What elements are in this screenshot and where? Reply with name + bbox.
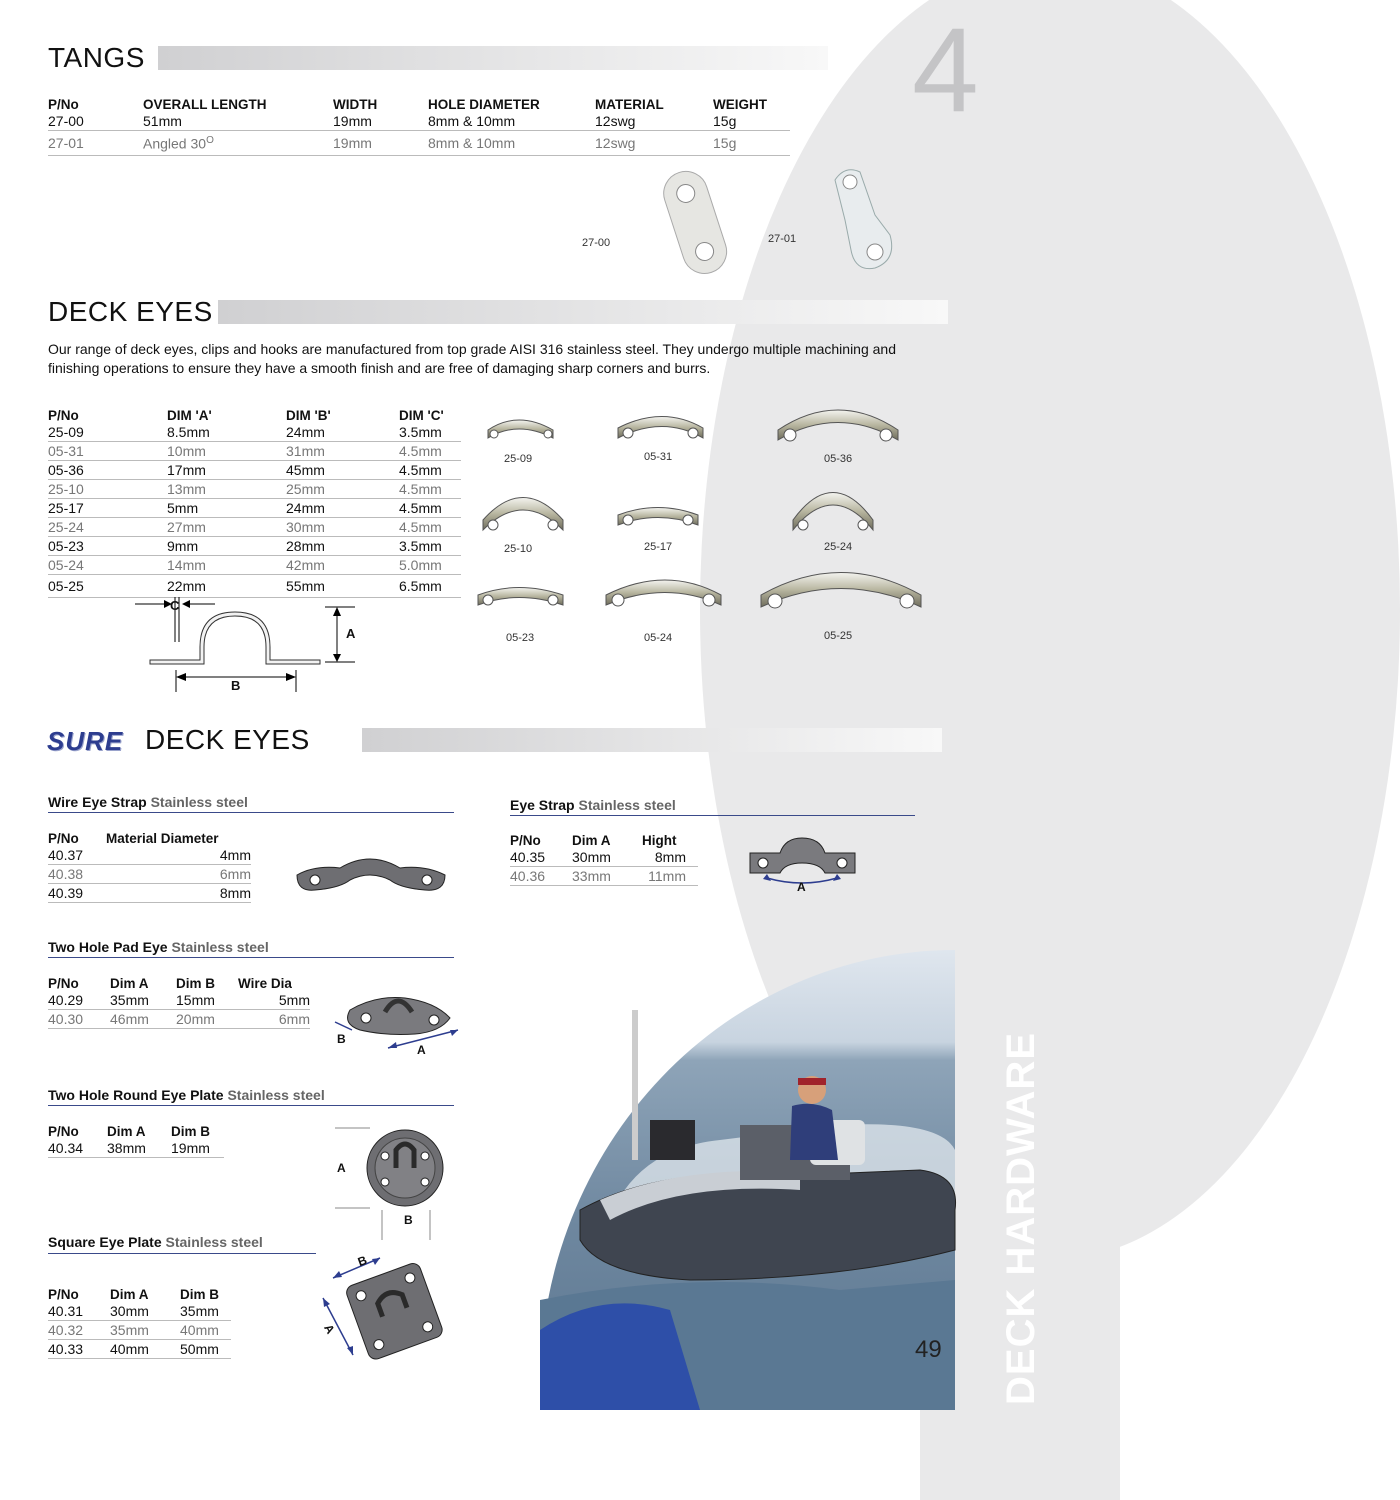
section-title-deck-eyes: DECK EYES	[48, 296, 213, 327]
cell: 25-10	[48, 480, 167, 499]
caption: 27-01	[768, 233, 797, 245]
product-material: Stainless steel	[171, 939, 269, 955]
cell: 4.5mm	[399, 499, 461, 518]
cell: 50mm	[180, 1340, 231, 1359]
dim-label: A	[417, 1043, 426, 1057]
cell: 8mm	[642, 848, 698, 867]
cell: 30mm	[286, 518, 399, 537]
product-name: Square Eye Plate	[48, 1234, 162, 1250]
dim-label: A	[321, 1321, 338, 1337]
cell: 15g	[713, 131, 790, 156]
col-header: OVERALL LENGTH	[143, 97, 267, 112]
cell: 05-36	[48, 461, 167, 480]
cell: 11mm	[642, 867, 698, 886]
col-header: MATERIAL	[595, 97, 664, 112]
boat-illustration	[540, 950, 955, 1410]
cell: 25-24	[48, 518, 167, 537]
col-header: Hight	[642, 833, 677, 848]
tang-27-01-image	[815, 160, 910, 280]
cell: 35mm	[180, 1302, 231, 1321]
cell: 9mm	[167, 537, 286, 556]
round-eye-plate-image	[330, 1120, 460, 1220]
cell: 35mm	[110, 991, 176, 1010]
deck-eye-image	[478, 588, 563, 606]
dim-label: A	[797, 880, 806, 894]
product-name: Two Hole Round Eye Plate	[48, 1087, 224, 1103]
cell: 4.5mm	[399, 461, 461, 480]
cell: 35mm	[110, 1321, 180, 1340]
cell: 5mm	[238, 991, 310, 1010]
cell: 19mm	[171, 1139, 224, 1158]
section-title-tangs: TANGS	[48, 42, 145, 73]
col-header: Dim B	[176, 976, 216, 991]
cell: 12swg	[595, 131, 713, 156]
deck-eye-image	[618, 508, 698, 526]
rib-boat-photo	[540, 950, 955, 1410]
col-header: P/No	[510, 833, 541, 848]
table-row	[48, 131, 790, 156]
cell: 40mm	[180, 1321, 231, 1340]
caption: 27-00	[582, 237, 611, 249]
product-name: Wire Eye Strap	[48, 794, 147, 810]
cell: 6mm	[106, 865, 251, 884]
cell: 8.5mm	[167, 423, 286, 442]
cell: 24mm	[286, 499, 399, 518]
product-name: Two Hole Pad Eye	[48, 939, 168, 955]
cell: 46mm	[110, 1010, 176, 1029]
wire-eye-strap-table	[48, 831, 251, 903]
col-header: Dim B	[180, 1287, 220, 1302]
product-material: Stainless steel	[578, 797, 676, 813]
cell: 15g	[713, 112, 790, 131]
dim-label-c: C	[170, 598, 180, 613]
cell: 25mm	[286, 480, 399, 499]
deck-eyes-table	[48, 408, 461, 598]
deck-eye-image	[793, 493, 873, 531]
dim-label-b: B	[231, 678, 241, 693]
caption: 25-17	[644, 541, 673, 553]
section-bar	[218, 300, 948, 324]
cell: 12swg	[595, 112, 713, 131]
cell: 40.34	[48, 1139, 107, 1158]
cell: 8mm & 10mm	[428, 131, 595, 156]
col-header: HOLE DIAMETER	[428, 97, 540, 112]
cell: 22mm	[167, 575, 286, 598]
cell: 40mm	[110, 1340, 180, 1359]
cell: 15mm	[176, 991, 238, 1010]
cell: 33mm	[572, 867, 642, 886]
cell: 6mm	[238, 1010, 310, 1029]
cell: 40.31	[48, 1302, 110, 1321]
two-hole-pad-eye-image	[330, 990, 465, 1055]
cell: 05-23	[48, 537, 167, 556]
cell: 38mm	[107, 1139, 171, 1158]
page-number: 49	[915, 1336, 942, 1363]
cell: 45mm	[286, 461, 399, 480]
deck-eye-image	[606, 580, 721, 606]
section-bar	[158, 46, 828, 70]
cell: 19mm	[333, 131, 428, 156]
deck-eyes-description: Our range of deck eyes, clips and hooks are manufactured from top grade AISI 316 stainless steel. They undergo multiple machining and finishing operations to ensure they have a smooth finish and are free of damaging sharp corners and burrs.	[48, 341, 897, 376]
tangs-table	[48, 97, 790, 156]
caption: 05-25	[824, 630, 853, 642]
cell: 40.36	[510, 867, 572, 886]
eye-strap-table	[510, 833, 698, 886]
product-material: Stainless steel	[227, 1087, 325, 1103]
col-header: DIM 'B'	[286, 408, 331, 423]
cell: 8mm	[106, 884, 251, 903]
caption: 25-24	[824, 541, 853, 553]
square-eye-plate-table	[48, 1287, 231, 1359]
cell: 55mm	[286, 575, 399, 598]
caption: 25-10	[504, 543, 533, 555]
cell: 13mm	[167, 480, 286, 499]
cell: 6.5mm	[399, 575, 461, 598]
col-header: P/No	[48, 97, 79, 112]
tang-27-00-image	[645, 160, 745, 285]
cell: 05-25	[48, 575, 167, 598]
deck-eye-image	[778, 410, 898, 441]
cell: 8mm & 10mm	[428, 112, 595, 131]
degree-mark: O	[206, 134, 214, 146]
cell: 40.37	[48, 846, 106, 865]
section-bar	[362, 728, 942, 752]
square-eye-plate-image	[315, 1250, 450, 1365]
col-header: P/No	[48, 1287, 79, 1302]
table-row	[48, 112, 790, 131]
deck-eye-image	[483, 498, 563, 531]
cell: 30mm	[572, 848, 642, 867]
cell: 19mm	[333, 112, 428, 131]
cell: 05-24	[48, 556, 167, 575]
round-eye-plate-table	[48, 1124, 224, 1158]
wire-eye-strap-image	[295, 850, 450, 900]
dim-label: B	[337, 1032, 346, 1046]
cell: 25-09	[48, 423, 167, 442]
caption: 05-31	[644, 451, 673, 463]
sidebar-chapter-label	[955, 1032, 1043, 1405]
chapter-number: 4	[912, 3, 979, 137]
cell: 4.5mm	[399, 442, 461, 461]
col-header: P/No	[48, 1124, 79, 1139]
col-header: Dim A	[107, 1124, 146, 1139]
col-header: Dim A	[110, 1287, 149, 1302]
cell: 42mm	[286, 556, 399, 575]
two-hole-pad-eye-table	[48, 976, 310, 1029]
deck-eye-dimension-diagram	[130, 592, 370, 697]
round-eye-plate-heading	[48, 1087, 454, 1106]
two-hole-pad-eye-heading	[48, 939, 454, 958]
col-header: Dim B	[171, 1124, 211, 1139]
product-material: Stainless steel	[165, 1234, 263, 1250]
cell: 40.32	[48, 1321, 110, 1340]
square-eye-plate-heading	[48, 1233, 316, 1254]
cell: 28mm	[286, 537, 399, 556]
cell: 40.29	[48, 991, 110, 1010]
cell: 24mm	[286, 423, 399, 442]
cell: 40.30	[48, 1010, 110, 1029]
dim-label: B	[355, 1252, 369, 1270]
cell: 4.5mm	[399, 480, 461, 499]
col-header: P/No	[48, 408, 79, 423]
cell: 25-17	[48, 499, 167, 518]
caption: 05-24	[644, 632, 673, 644]
cell: 51mm	[143, 112, 333, 131]
dim-label: A	[337, 1161, 346, 1175]
cell: 10mm	[167, 442, 286, 461]
caption: 05-23	[506, 632, 535, 644]
product-material: Stainless steel	[150, 794, 248, 810]
col-header: WEIGHT	[713, 97, 767, 112]
col-header: DIM 'A'	[167, 408, 212, 423]
cell: 40.35	[510, 848, 572, 867]
cell: 30mm	[110, 1302, 180, 1321]
cell: 31mm	[286, 442, 399, 461]
deck-eye-image	[761, 573, 921, 609]
eye-strap-heading	[510, 797, 915, 816]
dim-label: B	[404, 1213, 413, 1227]
cell	[143, 131, 333, 156]
caption: 05-36	[824, 453, 853, 465]
cell: 20mm	[176, 1010, 238, 1029]
cell: 3.5mm	[399, 537, 461, 556]
col-header: Material Diameter	[106, 831, 219, 846]
brand-logo: SURE	[47, 726, 124, 756]
cell: 5mm	[167, 499, 286, 518]
cell: 40.33	[48, 1340, 110, 1359]
deck-eye-images	[478, 410, 948, 640]
cell: 3.5mm	[399, 423, 461, 442]
wire-eye-strap-heading	[48, 794, 454, 813]
caption: 25-09	[504, 453, 533, 465]
dim-label-a: A	[346, 626, 356, 641]
product-name: Eye Strap	[510, 797, 575, 813]
col-header: Dim A	[110, 976, 149, 991]
cell: 27-01	[48, 131, 143, 156]
cell: 40.39	[48, 884, 106, 903]
col-header: Wire Dia	[238, 976, 292, 991]
cell: 4mm	[106, 846, 251, 865]
deck-eye-image	[618, 417, 703, 439]
cell: 5.0mm	[399, 556, 461, 575]
cell: 27-00	[48, 112, 143, 131]
sidebar-label-text: DECK HARDWARE	[999, 1032, 1043, 1405]
cell: 27mm	[167, 518, 286, 537]
cell: 05-31	[48, 442, 167, 461]
col-header: P/No	[48, 976, 79, 991]
col-header: Dim A	[572, 833, 611, 848]
cell-text: Angled 30	[143, 135, 207, 152]
col-header: P/No	[48, 831, 79, 846]
col-header: WIDTH	[333, 97, 378, 112]
col-header: DIM 'C'	[399, 408, 444, 423]
section-title-sure-deck-eyes: DECK EYES	[145, 724, 310, 755]
cell: 40.38	[48, 865, 106, 884]
cell: 17mm	[167, 461, 286, 480]
cell: 14mm	[167, 556, 286, 575]
cell: 4.5mm	[399, 518, 461, 537]
deck-eye-image	[488, 420, 553, 438]
